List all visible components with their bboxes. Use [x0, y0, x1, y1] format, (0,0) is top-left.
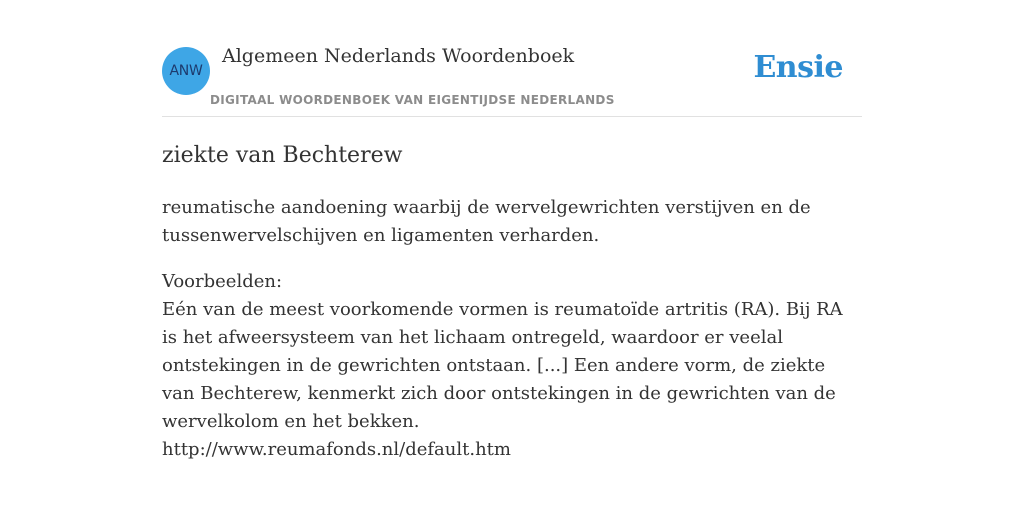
entry-term: ziekte van Bechterew [162, 143, 403, 168]
site-title[interactable]: Algemeen Nederlands Woordenboek [222, 45, 575, 67]
entry-content [162, 142, 862, 464]
site-subtitle: DIGITAAL WOORDENBOEK VAN EIGENTIJDSE NEDERLANDS [210, 93, 615, 107]
site-header [162, 0, 862, 117]
anw-logo-text: ANW [169, 63, 203, 79]
entry-definition: reumatische aandoening waarbij de wervelgewrichten verstijven en de tussenwervelschijven en ligamenten verharden. [162, 197, 811, 246]
anw-logo[interactable] [162, 47, 210, 95]
examples-label: Voorbeelden: [162, 271, 283, 292]
example-text: Eén van de meest voorkomende vormen is reumatoïde artritis (RA). Bij RA is het afweersysteem van het lichaam ontregeld, waardoor er veelal ontstekingen in de gewrichten ontstaan. [...] Een andere vorm, de ziekte van Bechterew, kenmerkt zich door ontstekingen in de gewrichten van de wervelkolom en het bekken. [162, 299, 843, 432]
ensie-logo[interactable]: Ensie [753, 50, 843, 85]
example-source: http://www.reumafonds.nl/default.htm [162, 439, 511, 460]
page-container [162, 0, 862, 464]
entry-examples [162, 268, 862, 464]
